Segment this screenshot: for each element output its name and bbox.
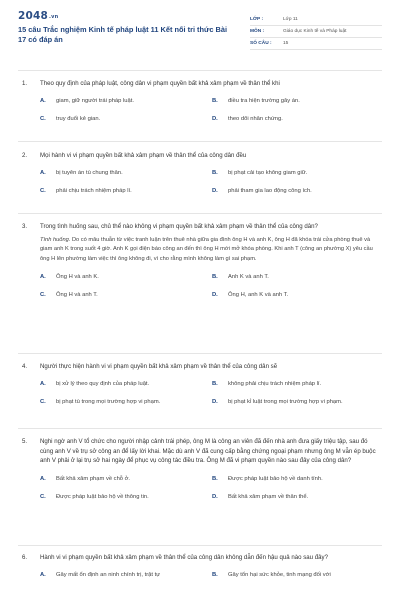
question-number: 2.	[22, 152, 28, 159]
option-text: phải tham gia lao động công ích.	[228, 188, 312, 195]
option-text: không phải chịu trách nhiệm pháp lí.	[228, 381, 322, 388]
meta-key: LỚP :	[250, 17, 264, 22]
logo-main: 2048	[18, 10, 49, 22]
option-b[interactable]	[212, 268, 384, 286]
question-2	[22, 151, 382, 201]
meta-row-class	[250, 14, 382, 26]
option-a[interactable]	[40, 268, 212, 286]
option-text: Ông H và anh T.	[56, 292, 98, 299]
question-text: Nghi ngờ anh V tổ chức cho người nhập cảnh trái phép, ông M là công an viên đã đến nhà anh đưa giấy triệu tập, sau đó cùng anh V về trụ sở công an để lấy lời khai. Mặc dù anh V đã cung cấp bằng chứng ngoại phạm nhưng ông M vẫn ép buộc anh V phải ở lại trụ sở hai ngày để phục vụ công tác điều tra. Ông M đã vi phạm quyền nào sau đây của công dân?	[40, 438, 376, 465]
option-letter: D.	[212, 116, 218, 123]
divider	[18, 545, 382, 546]
option-text: Gây tổn hại sức khỏe, tinh mạng đối với	[228, 572, 331, 579]
question-1	[22, 79, 382, 129]
option-b[interactable]	[212, 165, 384, 183]
options	[40, 376, 382, 412]
option-text: Được pháp luật bảo hộ về thông tin.	[56, 493, 149, 500]
meta-table	[250, 14, 382, 50]
question-text: Trong tình huống sau, chủ thể nào không vi phạm quyền bất khả xâm phạm về thân thể của công dân?	[40, 223, 318, 230]
option-letter: A.	[40, 381, 46, 388]
option-letter: A.	[40, 475, 46, 482]
option-letter: A.	[40, 572, 46, 579]
option-c[interactable]	[40, 488, 212, 506]
option-letter: D.	[212, 399, 218, 406]
option-letter: B.	[212, 475, 218, 482]
question-number: 3.	[22, 223, 28, 230]
option-d[interactable]	[212, 286, 384, 304]
page-title: 15 câu Trắc nghiệm Kinh tế pháp luật 11 Kết nối tri thức Bài 17 có đáp án	[18, 25, 228, 44]
option-text: Ông H, anh K và anh T.	[228, 292, 289, 299]
passage-body: Do có mâu thuẫn từ việc tranh luận trên thuê nhà giữa gia đình ông H và anh K, ông H đã khóa trái cửa phòng thuê và giam anh K trong suốt 4 giờ. Anh K gọi điện báo công an đến thì ông H mới mở khóa phòng. Khi anh T (công an phường X) yêu cầu ông H lên phường làm việc thì ông không đi, vì cho rằng mình không làm gì sai phạm.	[40, 236, 373, 262]
option-text: giam, giữ người trái pháp luật.	[56, 98, 134, 105]
option-text: theo dõi nhân chứng.	[228, 116, 283, 123]
option-c[interactable]	[40, 111, 212, 129]
option-letter: A.	[40, 170, 46, 177]
question-6	[22, 553, 382, 585]
scenario-passage	[40, 236, 382, 265]
option-b[interactable]	[212, 567, 384, 585]
option-letter: C.	[40, 399, 46, 406]
question-number: 5.	[22, 438, 28, 445]
option-d[interactable]	[212, 111, 384, 129]
meta-row-count	[250, 38, 382, 50]
option-text: điều tra hiện trường gây án.	[228, 98, 300, 105]
question-number: 4.	[22, 363, 28, 370]
meta-key: SỐ CÂU :	[250, 41, 272, 46]
option-b[interactable]	[212, 93, 384, 111]
option-d[interactable]	[212, 488, 384, 506]
question-text: Theo quy định của pháp luật, công dân vi phạm quyền bất khả xâm phạm về thân thể khi	[40, 80, 280, 87]
question-number: 6.	[22, 554, 28, 561]
option-c[interactable]	[40, 183, 212, 201]
option-text: Anh K và anh T.	[228, 274, 269, 281]
option-text: phải chịu trách nhiệm pháp lí.	[56, 188, 132, 195]
options	[40, 567, 382, 585]
meta-value: Lớp 11	[283, 17, 298, 22]
option-text: Được pháp luật bảo hộ về danh tính.	[228, 475, 323, 482]
option-letter: B.	[212, 98, 218, 105]
option-text: Ông H và anh K.	[56, 274, 99, 281]
option-text: truy đuổi kẻ gian.	[56, 116, 101, 123]
passage-lead: Tình huống.	[40, 236, 71, 243]
option-b[interactable]	[212, 376, 384, 394]
option-letter: A.	[40, 98, 46, 105]
option-a[interactable]	[40, 93, 212, 111]
meta-value: 15	[283, 41, 289, 46]
option-text: Gây mất ổn định an ninh chính trị, trật tự	[56, 572, 161, 579]
option-text: bị xử lý theo quy định của pháp luật.	[56, 381, 150, 388]
option-a[interactable]	[40, 376, 212, 394]
option-letter: C.	[40, 493, 46, 500]
option-letter: C.	[40, 116, 46, 123]
divider	[18, 213, 382, 214]
meta-value: Giáo dục Kinh tế và Pháp luật	[283, 29, 347, 34]
meta-row-subject	[250, 26, 382, 38]
option-d[interactable]	[212, 183, 384, 201]
question-number: 1.	[22, 80, 28, 87]
option-text: bị phạt kỉ luật trong mọi trường hợp vi phạm.	[228, 399, 343, 406]
question-text: Mọi hành vi vi phạm quyền bất khả xâm phạm về thân thể của công dân đều	[40, 152, 247, 159]
logo-suffix: .vn	[49, 14, 59, 20]
option-c[interactable]	[40, 394, 212, 412]
question-4	[22, 362, 382, 412]
option-d[interactable]	[212, 394, 384, 412]
option-letter: B.	[212, 170, 218, 177]
option-text: Bất khả xâm phạm về chỗ ở.	[56, 475, 131, 482]
page-header	[0, 0, 400, 62]
option-text: bị phạt tù trong mọi trường hợp vi phạm.	[56, 399, 161, 406]
question-5	[22, 437, 382, 506]
option-letter: C.	[40, 188, 46, 195]
option-letter: A.	[40, 274, 46, 281]
divider	[18, 141, 382, 142]
question-text: Hành vi vi phạm quyền bất khả xâm phạm về thân thể của công dân không dẫn đến hậu quả nào sau đây?	[40, 554, 328, 561]
divider	[18, 428, 382, 429]
option-a[interactable]	[40, 567, 212, 585]
divider	[18, 70, 382, 71]
option-letter: B.	[212, 381, 218, 388]
options	[40, 93, 382, 129]
question-3	[22, 222, 382, 304]
option-b[interactable]	[212, 470, 384, 488]
option-letter: B.	[212, 274, 218, 281]
meta-key: MÔN :	[250, 29, 265, 34]
option-letter: D.	[212, 292, 218, 299]
option-letter: C.	[40, 292, 46, 299]
option-a[interactable]	[40, 165, 212, 183]
option-letter: B.	[212, 572, 218, 579]
question-text: Người thực hiện hành vi vi phạm quyền bất khả xâm phạm về thân thể của công dân sẽ	[40, 363, 278, 370]
options	[40, 470, 382, 506]
option-text: bị phạt cải tạo không giam giữ.	[228, 170, 308, 177]
divider	[18, 353, 382, 354]
option-text: Bất khả xâm phạm về thân thể.	[228, 493, 309, 500]
options	[40, 268, 382, 304]
option-a[interactable]	[40, 470, 212, 488]
option-text: bị tuyên án tù chung thân.	[56, 170, 123, 177]
option-letter: D.	[212, 188, 218, 195]
options	[40, 165, 382, 201]
option-c[interactable]	[40, 286, 212, 304]
option-letter: D.	[212, 493, 218, 500]
